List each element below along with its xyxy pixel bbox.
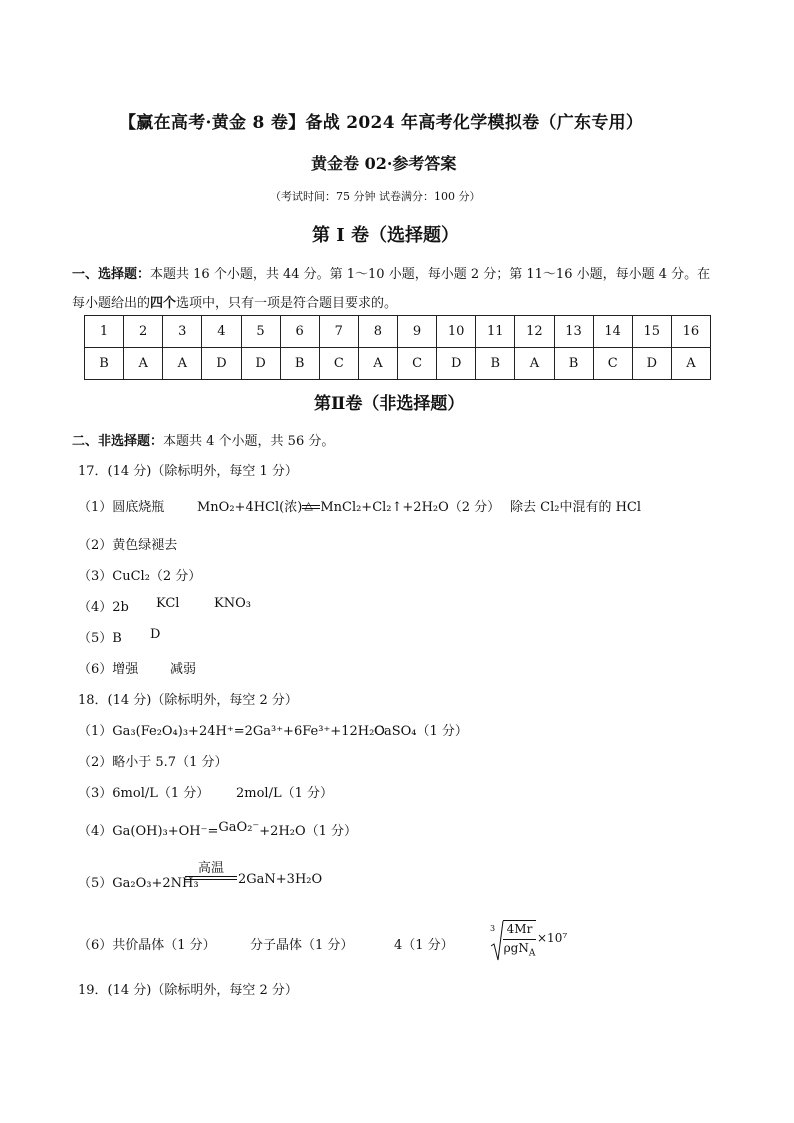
equation-left: （4）Ga(OH)₃+OH⁻=: [78, 824, 219, 839]
q18-answer-6c: 4（1 分）: [394, 938, 454, 953]
part1-instr-prefix: 一、选择题：: [72, 267, 151, 282]
equation-products: MnCl₂+Cl₂↑+2H₂O（2 分）: [320, 500, 501, 515]
answer-cell: A: [163, 348, 202, 380]
answer-table-answer-row: [85, 348, 711, 380]
q17-answer-1-equation: [197, 496, 500, 515]
q17-answer-5a: （5）B: [78, 631, 122, 646]
q18-answer-1a: （1）Ga₃(Fe₂O₄)₃+24H⁺=2Ga³⁺+6Fe³⁺+12H₂O: [78, 724, 385, 739]
gallate-ion: GaO₂⁻: [218, 820, 260, 835]
q18-answer-6a: （6）共价晶体（1 分）: [78, 938, 216, 953]
q18-answer-3a: （3）6mol/L（1 分）: [78, 786, 210, 801]
answer-cell: B: [280, 348, 319, 380]
q17-answer-4b: KCl: [156, 596, 180, 611]
question-number: 7: [319, 316, 358, 348]
answer-cell: C: [593, 348, 632, 380]
answer-cell: D: [437, 348, 476, 380]
q17-answer-4c: KNO₃: [214, 596, 251, 611]
q17-answer-1-purpose: 除去 Cl₂中混有的 HCl: [510, 500, 642, 515]
q19-heading: 19．(14 分)（除标明外，每空 2 分）: [78, 983, 298, 998]
question-number: 8: [358, 316, 397, 348]
answer-cell: C: [319, 348, 358, 380]
q17-answer-1-label: （1）圆底烧瓶: [78, 500, 165, 515]
part2-instr-text: 本题共 4 个小题，共 56 分。: [163, 434, 335, 449]
answer-cell: A: [358, 348, 397, 380]
q18-answer-4: [78, 820, 357, 839]
paper-subtitle: 黄金卷 02·参考答案: [311, 154, 457, 173]
part2-instruction: [72, 430, 334, 449]
equals-bar: [185, 876, 237, 880]
q17-heading: 17．(14 分)（除标明外，每空 1 分）: [78, 464, 298, 479]
q17-answer-5b: D: [150, 627, 161, 642]
question-number: 6: [280, 316, 319, 348]
radical-sign-icon: [490, 920, 504, 962]
answer-cell: C: [398, 348, 437, 380]
question-number: 3: [163, 316, 202, 348]
q17-answer-6a: （6）增强: [78, 662, 139, 677]
answer-cell: A: [515, 348, 554, 380]
question-number: 4: [202, 316, 241, 348]
answer-cell: D: [202, 348, 241, 380]
answer-cell: D: [632, 348, 671, 380]
equation-reactants: MnO₂+4HCl(浓): [197, 500, 303, 515]
q17-answer-6b: 减弱: [170, 662, 197, 677]
q18-answer-6b: 分子晶体（1 分）: [250, 938, 354, 953]
part1-instruction-line2: [72, 292, 397, 311]
exam-info: （考试时间：75 分钟 试卷满分：100 分）: [270, 190, 481, 203]
answer-cell: B: [554, 348, 593, 380]
equation-right: +2H₂O（1 分）: [259, 824, 358, 839]
answer-table-number-row: [85, 316, 711, 348]
denominator-text: ρgN: [503, 941, 529, 955]
question-number: 9: [398, 316, 437, 348]
fraction-denominator: [503, 941, 536, 959]
question-number: 11: [476, 316, 515, 348]
root-index: 3: [490, 924, 496, 933]
answer-cell: D: [241, 348, 280, 380]
reaction-condition: 高温: [197, 861, 224, 876]
answer-cell: B: [85, 348, 124, 380]
part2-heading: 第Ⅱ卷（非选择题）: [314, 394, 465, 414]
q18-answer-1b: CaSO₄（1 分）: [374, 724, 468, 739]
fraction-bar: [503, 939, 536, 940]
q18-heading: 18．(14 分)（除标明外，每空 2 分）: [78, 693, 298, 708]
answer-cell: A: [124, 348, 163, 380]
q18-answer-5-right: 2GaN+3H₂O: [238, 872, 323, 887]
instr-segment: 每小题给出的: [72, 296, 151, 311]
fraction-numerator: 4Mr: [506, 922, 533, 936]
question-number: 1: [85, 316, 124, 348]
denominator-subscript: A: [528, 948, 536, 959]
part1-heading: 第 I 卷（选择题）: [312, 225, 459, 246]
q17-answer-3: （3）CuCl₂（2 分）: [78, 569, 202, 584]
question-number: 12: [515, 316, 554, 348]
q18-answer-3b: 2mol/L（1 分）: [236, 786, 333, 801]
answer-table: [84, 315, 711, 380]
part1-instruction-line1: [72, 263, 710, 282]
question-number: 10: [437, 316, 476, 348]
heat-condition: △: [304, 499, 313, 512]
question-number: 15: [632, 316, 671, 348]
power-of-ten: ×10⁷: [537, 931, 568, 945]
q17-answer-2: （2）黄色绿褪去: [78, 538, 178, 553]
question-number: 2: [124, 316, 163, 348]
answer-cell: B: [476, 348, 515, 380]
q18-answer-5-left: （5）Ga₂O₃+2NH₃: [78, 876, 199, 891]
instr-emphasis: 四个: [150, 296, 177, 311]
question-number: 16: [671, 316, 710, 348]
paper-title: 【赢在高考·黄金 8 卷】备战 2024 年高考化学模拟卷（广东专用）: [119, 113, 644, 133]
q18-answer-2: （2）略小于 5.7（1 分）: [78, 755, 228, 770]
part2-instr-prefix: 二、非选择题：: [72, 434, 164, 449]
question-number: 14: [593, 316, 632, 348]
part1-instr-text: 本题共 16 个小题，共 44 分。第 1～10 小题，每小题 2 分；第 11～16 小题，每小题 4 分。在: [150, 267, 711, 282]
instr-segment: 选项中，只有一项是符合题目要求的。: [176, 296, 398, 311]
question-number: 13: [554, 316, 593, 348]
radical-bar: [503, 920, 536, 921]
question-number: 5: [241, 316, 280, 348]
q17-answer-4a: （4）2b: [78, 600, 129, 615]
answer-cell: A: [671, 348, 710, 380]
